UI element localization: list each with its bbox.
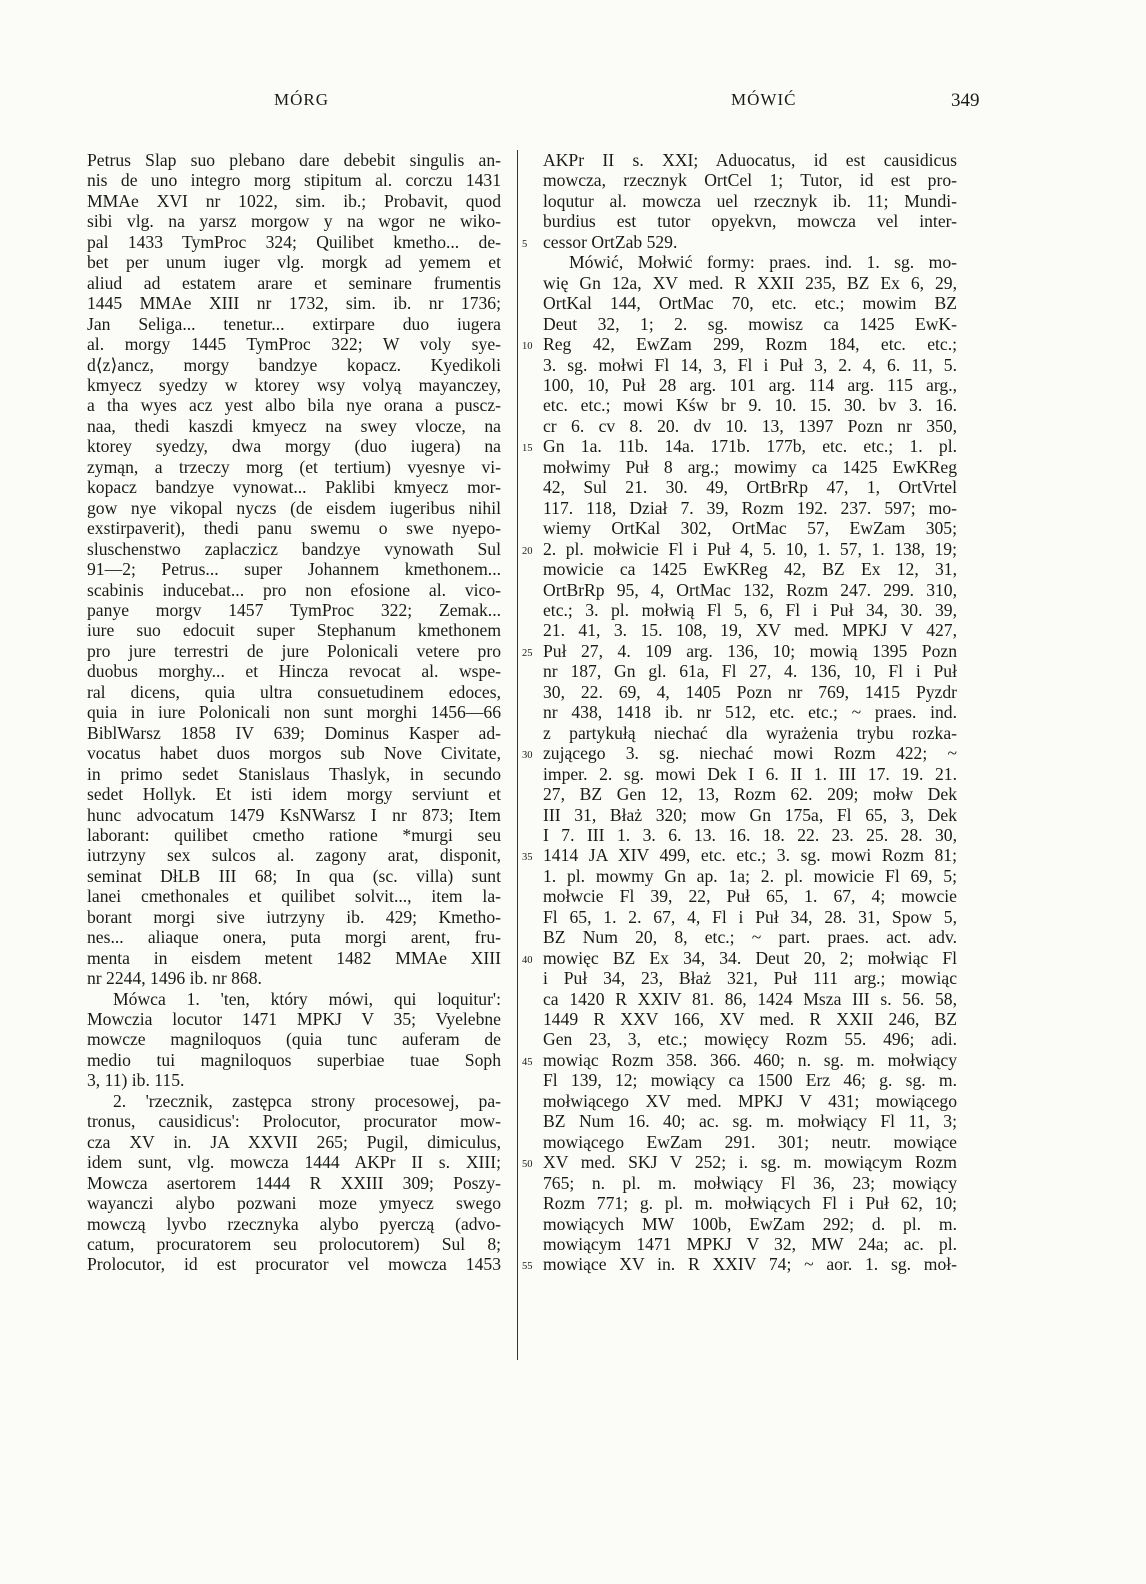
text-line: exstirpaverit), thedi panu swemu o swe nyepo- <box>87 518 501 539</box>
text-line: catum, procuratorem seu prolocutorem) Sul 8; <box>87 1234 501 1255</box>
text-line: Fl 65, 1. 2. 67, 4, Fl i Puł 34, 28. 31, Spow 5, <box>543 906 957 927</box>
text-line: AKPr II s. XXI; Aduocatus, id est causidicus <box>543 150 957 170</box>
text-line: i Puł 34, 23, Błaż 321, Puł 111 arg.; mowiąc <box>543 968 957 989</box>
text-line: iure suo edocuit super Stephanum kmethonem <box>87 620 501 641</box>
text-line: Mówić, Mołwić formy: praes. ind. 1. sg. mo- <box>569 252 957 273</box>
text-line: Mówca 1. 'ten, który mówi, qui loquitur': <box>113 988 501 1009</box>
text-line: medio tui magniloquos superbiae tuae Soph <box>87 1049 501 1070</box>
text-line: Mowcza asertorem 1444 R XXIII 309; Poszy- <box>87 1172 501 1193</box>
text-line: 1414 JA XIV 499, etc. etc.; 3. sg. mowi Rozm 81; <box>543 845 957 866</box>
text-line: mowiącego EwZam 291. 301; neutr. mowiące <box>543 1131 957 1152</box>
line-number: 30 <box>522 750 533 762</box>
text-line: nis de uno integro morg stipitum al. corczu 1431 <box>87 170 501 191</box>
text-line: BZ Num 20, 8, etc.; ~ part. praes. act. adv. <box>543 927 957 948</box>
line-number: 50 <box>522 1159 533 1171</box>
text-line: sluschenstwo zaplaczicz bandzye vynowath Sul <box>87 538 501 559</box>
text-line: wayanczi alybo pozwani moze ymyecz swego <box>87 1193 501 1214</box>
text-line: 100, 10, Puł 28 arg. 101 arg. 114 arg. 115 arg., <box>543 374 957 395</box>
text-line: a tha wyes acz yest albo bila nye orana a puscz- <box>87 395 501 416</box>
text-line: wię Gn 12a, XV med. R XXII 235, BZ Ex 6, 29, <box>543 272 957 293</box>
text-line: etc.; 3. pl. mołwią Fl 5, 6, Fl i Puł 34, 30. 39, <box>543 599 957 620</box>
text-line: imper. 2. sg. mowi Dek I 6. II 1. III 17. 19. 21. <box>543 763 957 784</box>
header-right-guideword: MÓWIĆ <box>731 90 797 109</box>
text-line: lanei cmethonales et quilibet solvit..., item la- <box>87 886 501 907</box>
text-line: 91—2; Petrus... super Johannem kmethonem... <box>87 559 501 580</box>
text-line: Reg 42, EwZam 299, Rozm 184, etc. etc.; <box>543 334 957 355</box>
text-line: OrtBrRp 95, 4, OrtMac 132, Rozm 247. 299. 310, <box>543 579 957 600</box>
line-number: 25 <box>522 647 533 659</box>
text-line: I 7. III 1. 3. 6. 13. 16. 18. 22. 23. 25. 28. 30, <box>543 824 957 845</box>
text-line: Mowczia locutor 1471 MPKJ V 35; Vyelebne <box>87 1009 501 1030</box>
text-line: d⟨z⟩ancz, morgy bandzye kopacz. Kyedikoli <box>87 354 501 375</box>
text-line: sibi vlg. na yarsz morgow y na wgor ne wiko- <box>87 211 501 232</box>
line-number: 15 <box>522 443 533 455</box>
text-line: Prolocutor, id est procurator vel mowcza 1453 <box>87 1254 501 1275</box>
text-line: mowięc BZ Ex 34, 34. Deut 20, 2; mołwiąc Fl <box>543 947 957 968</box>
header-left-guideword: MÓRG <box>274 90 330 109</box>
text-line: tronus, causidicus': Prolocutor, procurator mow- <box>87 1111 501 1132</box>
line-number: 5 <box>522 238 528 250</box>
text-line: laborant: quilibet cmetho ratione *murgi seu <box>87 824 501 845</box>
text-line: 2. pl. mołwicie Fl i Puł 4, 5. 10, 1. 57, 1. 138, 19; <box>543 538 957 559</box>
text-line: in primo sedet Stanislaus Thaslyk, in secundo <box>87 763 501 784</box>
text-line: borant morgi sive iutrzyny ib. 429; Kmetho- <box>87 906 501 927</box>
text-line: cr 6. cv 8. 20. dv 10. 13, 1397 Pozn nr 350, <box>543 415 957 436</box>
line-number: 35 <box>522 852 533 864</box>
text-line: BiblWarsz 1858 IV 639; Dominus Kasper ad- <box>87 722 501 743</box>
text-line: 765; n. pl. m. mołwiący Fl 36, 23; mowiący <box>543 1172 957 1193</box>
text-line: 117. 118, Dział 7. 39, Rozm 192. 237. 597; mo- <box>543 497 957 518</box>
text-line: nr 187, Gn gl. 61a, Fl 27, 4. 136, 10, Fl i Puł <box>543 661 957 682</box>
text-line: nes... aliaque onera, puta morgi arent, fru- <box>87 927 501 948</box>
text-line: idem sunt, vlg. mowcza 1444 AKPr II s. XIII; <box>87 1152 501 1173</box>
text-line: duobus morghy... et Hincza revocat al. wspe- <box>87 661 501 682</box>
text-line: iutrzyny sex sulcos al. zagony arat, disponit, <box>87 845 501 866</box>
text-line: menta in eisdem metent 1482 MMAe XIII <box>87 947 501 968</box>
column-rule <box>517 150 518 1360</box>
text-line: 3. sg. mołwi Fl 14, 3, Fl i Puł 3, 2. 4, 6. 11, 5. <box>543 354 957 375</box>
text-line: mowcze magniloquos (quia tunc auferam de <box>87 1029 501 1050</box>
text-line: sedet Hollyk. Et isti idem morgy serviunt et <box>87 784 501 805</box>
text-line: III 31, Błaż 320; mow Gn 175a, Fl 65, 3, Dek <box>543 804 957 825</box>
text-line: ral dicens, quia ultra consuetudinem edoces, <box>87 681 501 702</box>
left-column <box>87 150 501 1275</box>
text-line: Gn 1a. 11b. 14a. 171b. 177b, etc. etc.; 1. pl. <box>543 436 957 457</box>
text-line: vocatus habet duos morgos sub Nove Civitate, <box>87 743 501 764</box>
text-line: wiemy OrtKal 302, OrtMac 57, EwZam 305; <box>543 518 957 539</box>
text-line: Jan Seliga... tenetur... extirpare duo iugera <box>87 313 501 334</box>
text-line: seminat DłLB III 68; In qua (sc. villa) sunt <box>87 865 501 886</box>
text-line: nr 438, 1418 ib. nr 512, etc. etc.; ~ praes. ind. <box>543 702 957 723</box>
page-number: 349 <box>951 90 980 111</box>
text-line: zującego 3. sg. niechać mowi Rozm 422; ~ <box>543 743 957 764</box>
text-line: etc. etc.; mowi Kśw br 9. 10. 15. 30. bv 3. 16. <box>543 395 957 416</box>
text-line: mowiąc Rozm 358. 366. 460; n. sg. m. mołwiący <box>543 1049 957 1070</box>
text-line: mowiących MW 100b, EwZam 292; d. pl. m. <box>543 1213 957 1234</box>
line-number: 40 <box>522 954 533 966</box>
line-number: 20 <box>522 545 533 557</box>
text-line: loqutur al. mowcza uel rzecznyk ib. 11; Mundi- <box>543 190 957 211</box>
line-number: 10 <box>522 341 533 353</box>
text-line: XV med. SKJ V 252; i. sg. m. mowiącym Rozm <box>543 1152 957 1173</box>
text-line: mołwcie Fl 39, 22, Puł 65, 1. 67, 4; mowcie <box>543 886 957 907</box>
line-number: 45 <box>522 1056 533 1068</box>
text-line: cza XV in. JA XXVII 265; Pugil, dimiculus, <box>87 1131 501 1152</box>
text-line: nr 2244, 1496 ib. nr 868. <box>87 968 262 989</box>
text-line: BZ Num 16. 40; ac. sg. m. mołwiący Fl 11, 3; <box>543 1111 957 1132</box>
text-line: 30, 22. 69, 4, 1405 Pozn nr 769, 1415 Pyzdr <box>543 681 957 702</box>
text-line: mowcza, rzecznyk OrtCel 1; Tutor, id est pro- <box>543 170 957 191</box>
text-line: z partykułą niechać dla wyrażenia trybu rozka- <box>543 722 957 743</box>
text-line: 27, BZ Gen 12, 13, Rozm 62. 209; mołw Dek <box>543 784 957 805</box>
text-line: OrtKal 144, OrtMac 70, etc. etc.; mowim BZ <box>543 293 957 314</box>
text-line: 1445 MMAe XIII nr 1732, sim. ib. nr 1736; <box>87 293 501 314</box>
text-line: pro jure terrestri de jure Polonicali vetere pro <box>87 640 501 661</box>
text-line: Rozm 771; g. pl. m. mołwiących Fl i Puł 62, 10; <box>543 1193 957 1214</box>
text-line: mołwimy Puł 8 arg.; mowimy ca 1425 EwKReg <box>543 456 957 477</box>
text-line: hunc advocatum 1479 KsNWarsz I nr 873; Item <box>87 804 501 825</box>
text-line: 1449 R XXV 166, XV med. R XXII 246, BZ <box>543 1009 957 1030</box>
text-line: al. morgy 1445 TymProc 322; W voly sye- <box>87 334 501 355</box>
text-line: gow nye vikopal nyczs (de eisdem iugeribus nihil <box>87 497 501 518</box>
text-line: mowicie ca 1425 EwKReg 42, BZ Ex 12, 31, <box>543 559 957 580</box>
line-number: 55 <box>522 1261 533 1273</box>
text-line: naa, thedi kaszdi kmyecz na swey vlocze, na <box>87 415 501 436</box>
text-line: ca 1420 R XXIV 81. 86, 1424 Msza III s. 56. 58, <box>543 988 957 1009</box>
text-line: ktorey syedzy, dwa morgy (duo iugera) na <box>87 436 501 457</box>
text-line: panye morgv 1457 TymProc 322; Zemak... <box>87 599 501 620</box>
text-line: mołwiącego XV med. MPKJ V 431; mowiącego <box>543 1090 957 1111</box>
text-line: 1. pl. mowmy Gn ap. 1a; 2. pl. mowicie Fl 69, 5; <box>543 865 957 886</box>
text-line: burdius est tutor opyekvn, mowcza vel inter- <box>543 211 957 232</box>
text-line: aliud ad estatem arare et seminare frumentis <box>87 272 501 293</box>
text-line: kmyecz syedzy w ktorey wsy volyą mayanczey, <box>87 374 501 395</box>
text-line: 21. 41, 3. 15. 108, 19, XV med. MPKJ V 427, <box>543 620 957 641</box>
text-line: bet per unum iuger vlg. morgk ad yemem et <box>87 252 501 273</box>
text-line: 3, 11) ib. 115. <box>87 1070 185 1091</box>
text-line: Petrus Slap suo plebano dare debebit singulis an- <box>87 150 501 170</box>
text-line: Deut 32, 1; 2. sg. mowisz ca 1425 EwK- <box>543 313 957 334</box>
right-column <box>543 150 957 1275</box>
text-line: mowiące XV in. R XXIV 74; ~ aor. 1. sg. moł- <box>543 1254 957 1275</box>
text-line: mowiącym 1471 MPKJ V 32, MW 24a; ac. pl. <box>543 1234 957 1255</box>
text-line: cessor OrtZab 529. <box>543 231 678 252</box>
text-line: MMAe XVI nr 1022, sim. ib.; Probavit, quod <box>87 190 501 211</box>
text-line: 42, Sul 21. 30. 49, OrtBrRp 47, 1, OrtVrtel <box>543 477 957 498</box>
text-line: 2. 'rzecznik, zastępca strony procesowej, pa- <box>113 1090 501 1111</box>
text-line: Gen 23, 3, etc.; mowięcy Rozm 55. 496; adi. <box>543 1029 957 1050</box>
text-line: Fl 139, 12; mowiący ca 1500 Erz 46; g. sg. m. <box>543 1070 957 1091</box>
text-line: mowczą lyvbo rzecznyka alybo pyerczą (advo- <box>87 1213 501 1234</box>
text-line: pal 1433 TymProc 324; Quilibet kmetho... de- <box>87 231 501 252</box>
running-header <box>0 90 1146 130</box>
text-line: scabinis inducebat... pro non efosione al. vico- <box>87 579 501 600</box>
text-line: quia in iure Polonicali non sunt morghi 1456—66 <box>87 702 501 723</box>
text-line: kopacz bandzye vynowat... Paklibi kmyecz mor- <box>87 477 501 498</box>
text-line: zymąn, a trzeczy morg (et tertium) vyesnye vi- <box>87 456 501 477</box>
text-line: Puł 27, 4. 109 arg. 136, 10; mowią 1395 Pozn <box>543 640 957 661</box>
